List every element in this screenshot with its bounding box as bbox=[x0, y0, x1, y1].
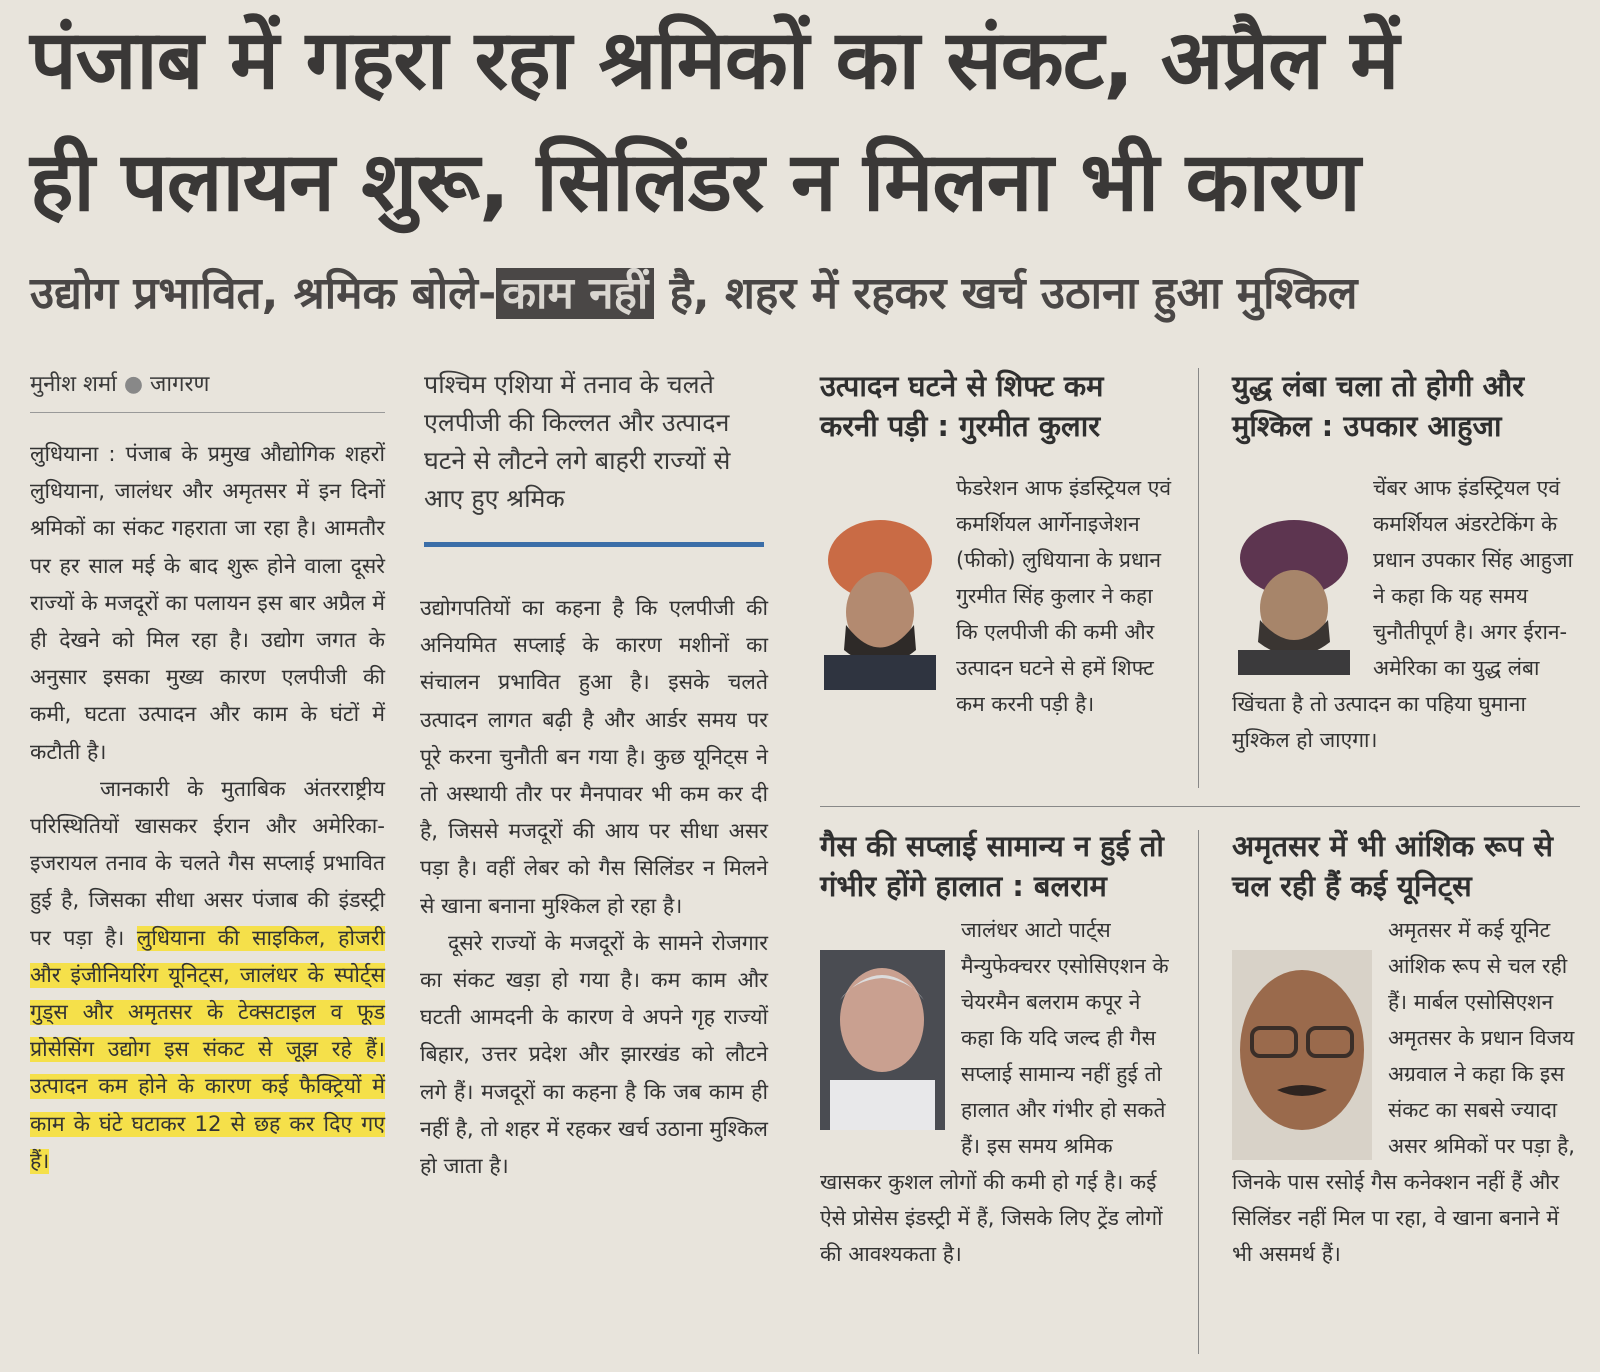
highlighted-text: लुधियाना की साइकिल, होजरी और इंजीनियरिंग यूनिट्स, जालंधर के स्पोर्ट्स गुड्स और अमृतसर के टेक्सटाइल व फूड प्रोसेसिंग उद्योग इस संकट से जूझ रहे हैं। उत्पादन कम होने के कारण कई फैक्ट्रियों में काम के घंटे घटाकर 12 से छह कर दिए गए हैं। bbox=[30, 925, 385, 1174]
subheadline-quote: काम नहीं bbox=[496, 268, 654, 319]
agrawal-photo bbox=[1232, 950, 1372, 1160]
balram-box-text bbox=[820, 912, 1178, 1272]
main-story-column-2 bbox=[420, 590, 768, 1185]
amritsar-box-paragraph: अमृतसर में कई यूनिट आंशिक रूप से चल रही हैं। मार्बल एसोसिएशन अमृतसर के प्रधान विजय अग्रवाल ने कहा कि इस संकट का सबसे ज्यादा असर श्रमिकों पर पड़ा है, जिनके पास रसोई गैस कनेक्शन नहीं हैं और सिलिंडर नहीं मिल पा रहा, वे खाना बनाने में भी असमर्थ हैं। bbox=[1232, 918, 1575, 1266]
box-divider bbox=[820, 806, 1580, 807]
headline bbox=[30, 0, 1570, 244]
ahuja-box-text bbox=[1232, 470, 1582, 758]
story-paragraph-2-text: जानकारी के मुताबिक अंतरराष्ट्रीय परिस्थितियों खासकर ईरान और अमेरिका-इजरायल तनाव के चलते गैस सप्लाई प्रभावित हुई है, जिसका सीधा असर पंजाब की इंडस्ट्री पर पड़ा है। bbox=[30, 776, 385, 951]
balram-box-title: गैस की सप्लाई सामान्य न हुई तो गंभीर होंगे हालात : बलराम bbox=[820, 829, 1164, 903]
amritsar-box-text bbox=[1232, 912, 1582, 1272]
story-paragraph-3: उद्योगपतियों का कहना है कि एलपीजी की अनियमित सप्लाई के कारण मशीनों का संचालन प्रभावित हुआ है। इसके चलते उत्पादन लागत बढ़ी है और आर्डर समय पर पूरे करना चुनौती बन गया है। कुछ यूनिट्स ने तो अस्थायी तौर पर मैनपावर भी कम कर दी है, जिससे मजदूरों की आय पर सीधा असर पड़ा है। वहीं लेबर को गैस सिलिंडर न मिलने से खाना बनाना मुश्किल हो रहा है। bbox=[420, 596, 768, 919]
main-story-column-1 bbox=[30, 436, 385, 1180]
subheadline-prefix: उद्योग प्रभावित, श्रमिक बोले- bbox=[30, 268, 497, 319]
column-divider bbox=[1198, 368, 1199, 788]
byline bbox=[30, 368, 385, 413]
byline-author: मुनीश शर्मा bbox=[30, 372, 117, 397]
kular-box-title: उत्पादन घटने से शिफ्ट कम करनी पड़ी : गुरमीत कुलार bbox=[820, 369, 1104, 443]
ahuja-box-paragraph: चेंबर आफ इंडस्ट्रियल एवं कमर्शियल अंडरटेकिंग के प्रधान उपकार सिंह आहुजा ने कहा कि यह समय चुनौतीपूर्ण है। अगर ईरान-अमेरिका का युद्ध लंबा खिंचता है तो उत्पादन का पहिया घुमाना मुश्किल हो जाएगा। bbox=[1232, 476, 1573, 752]
kular-photo bbox=[820, 510, 940, 690]
column-divider bbox=[1198, 830, 1199, 1354]
byline-source: जागरण bbox=[150, 372, 210, 397]
ahuja-photo bbox=[1232, 510, 1357, 675]
kular-box-paragraph: फेडरेशन आफ इंडस्ट्रियल एवं कमर्शियल आर्गेनाइजेशन (फीको) लुधियाना के प्रधान गुरमीत सिंह कुलार ने कहा कि एलपीजी की कमी और उत्पादन घटने से हमें शिफ्ट कम करनी पड़ी है। bbox=[956, 476, 1172, 716]
headline-line-1: पंजाब में गहरा रहा श्रमिकों का संकट, अप्रैल में bbox=[30, 13, 1399, 108]
headline-line-2: ही पलायन शुरू, सिलिंडर न मिलना भी कारण bbox=[30, 135, 1360, 230]
story-paragraph-1: लुधियाना : पंजाब के प्रमुख औद्योगिक शहरों लुधियाना, जालंधर और अमृतसर में इन दिनों श्रमिकों का संकट गहराता जा रहा है। आमतौर पर हर साल मई के बाद शुरू होने वाला दूसरे राज्यों के मजदूरों का पलायन इस बार अप्रैल में ही देखने को मिल रहा है। उद्योग जगत के अनुसार इसका मुख्य कारण एलपीजी की कमी, घटता उत्पादन और काम के घंटों में कटौती है। bbox=[30, 442, 385, 765]
story-paragraph-4-text: दूसरे राज्यों के मजदूरों के सामने रोजगार का संकट खड़ा हो गया है। कम काम और घटती आमदनी के कारण वे अपने गृह राज्यों बिहार, उत्तर प्रदेश और झारखंड को लौटने लगे हैं। मजदूरों का कहना है कि जब काम ही नहीं है, तो शहर में रहकर खर्च उठाना मुश्किल हो जाता है। bbox=[420, 930, 768, 1180]
kular-box-text bbox=[820, 470, 1178, 722]
ahuja-box-title: युद्ध लंबा चला तो होगी और मुश्किल : उपकार आहुजा bbox=[1232, 369, 1525, 443]
balram-photo bbox=[820, 950, 945, 1130]
amritsar-box-title: अमृतसर में भी आंशिक रूप से चल रही हैं कई यूनिट्स bbox=[1232, 829, 1553, 903]
subheadline-suffix: है, शहर में रहकर खर्च उठाना हुआ मुश्किल bbox=[654, 268, 1358, 319]
byline-separator: ● bbox=[123, 372, 144, 397]
story-paragraph-2 bbox=[30, 771, 385, 1180]
subheadline bbox=[30, 262, 1580, 326]
story-paragraph-4 bbox=[420, 925, 768, 1185]
pull-quote: पश्चिम एशिया में तनाव के चलते एलपीजी की किल्लत और उत्पादन घटने से लौटने लगे बाहरी राज्यों से आए हुए श्रमिक bbox=[424, 366, 764, 547]
balram-box-paragraph: जालंधर आटो पार्ट्स मैन्युफेक्चरर एसोसिएशन के चेयरमैन बलराम कपूर ने कहा कि यदि जल्द ही गैस सप्लाई सामान्य नहीं हुई तो हालात और गंभीर हो सकते हैं। इस समय श्रमिक खासकर कुशल लोगों की कमी हो गई है। कई ऐसे प्रोसेस इंडस्ट्री में हैं, जिसके लिए ट्रेंड लोगों की आवश्यकता है। bbox=[820, 918, 1169, 1266]
